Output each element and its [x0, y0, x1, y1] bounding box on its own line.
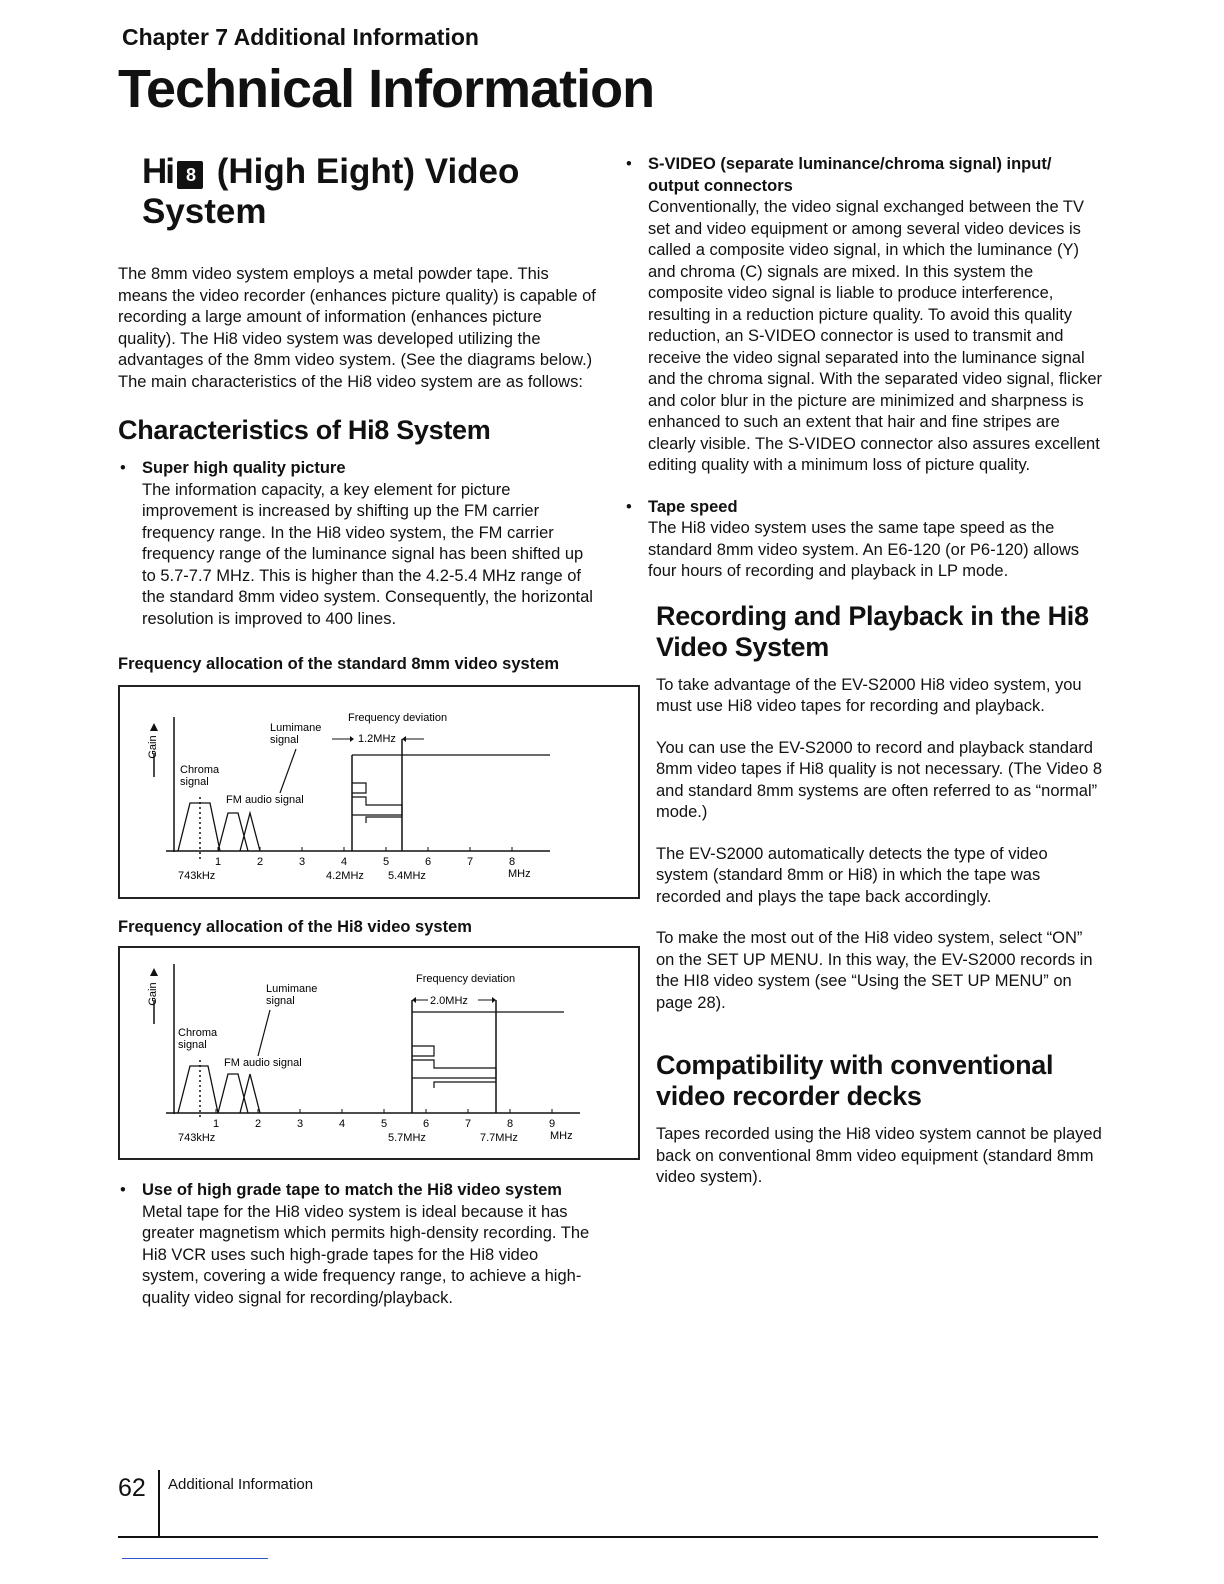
tick-label: 9 [548, 1118, 556, 1130]
chroma-label-2: signal [180, 776, 209, 788]
luminance-label-2: signal [266, 995, 295, 1007]
tick-label: 2 [254, 1118, 262, 1130]
unit-label: MHz [508, 868, 531, 880]
marker-a-label: 5.7MHz [388, 1132, 426, 1144]
bullet-title: Use of high grade tape to match the Hi8 video system [142, 1181, 562, 1199]
tick-label: 5 [382, 856, 390, 868]
marker-a-label: 4.2MHz [326, 870, 364, 882]
luminance-pointer [280, 749, 296, 793]
tick-label: 3 [298, 856, 306, 868]
section-title [142, 152, 598, 232]
tick-label: 4 [338, 1118, 346, 1130]
chroma-signal-shape [178, 803, 220, 851]
bullet-title: Super high quality picture [142, 459, 346, 477]
figure-caption-standard: Frequency allocation of the standard 8mm video system [118, 655, 560, 673]
figure-caption-hi8: Frequency allocation of the Hi8 video system [118, 918, 472, 936]
luminance-label: Lumimane [270, 722, 322, 734]
luminance-label: Lumimane [266, 983, 318, 995]
chroma-signal-shape [178, 1066, 218, 1113]
tick-label: 8 [506, 1118, 514, 1130]
step-shape-3 [434, 1082, 496, 1088]
luminance-label-2: signal [270, 734, 299, 746]
tick-label: 6 [422, 1118, 430, 1130]
page-number: 62 [118, 1474, 146, 1502]
figure-standard-8mm [118, 685, 640, 899]
step-shape-3 [366, 817, 402, 823]
bullet-tape-speed [624, 497, 1104, 583]
bullet-s-video [624, 154, 1104, 477]
bullet-text: The information capacity, a key element for picture improvement is increased by shifting up the FM carrier frequency range. In the Hi8 video system, the FM carrier frequency range of the luminance signal has been shifted up to 5.7-7.7 MHz. This is higher than the 4.2-5.4 MHz range of the standard 8mm video system. Consequently, the horizontal resolution is improved to 400 lines. [142, 480, 593, 628]
bullet-title: S-VIDEO (separate luminance/chroma signal) input/ output connectors [648, 155, 1052, 195]
bullet-high-grade-tape [118, 1180, 598, 1309]
fm-audio-label: FM audio signal [224, 1057, 302, 1069]
luminance-pointer [258, 1010, 270, 1056]
y-axis-label: Gain [147, 735, 159, 759]
blue-underline [122, 1558, 268, 1559]
fm-audio-shape [218, 813, 248, 851]
diagram-standard-8mm [120, 687, 638, 897]
bullet-super-high-quality [118, 458, 598, 630]
intro-paragraph: The 8mm video system employs a metal powder tape. This means the video recorder (enhances picture quality) is capable of recording a large amount of information (enhances picture quality). The Hi8 video system was developed utilizing the advantages of the 8mm video system. (See the diagrams below.) The main characteristics of the Hi8 video system are as follows: [118, 265, 596, 391]
marker-743khz: 743kHz [178, 870, 216, 882]
bullet-dot: • [120, 1181, 126, 1199]
diagram-hi8 [120, 948, 638, 1158]
footer-rule [118, 1536, 1098, 1538]
right-column [624, 152, 1104, 1189]
dev-arrow-left-head [350, 736, 354, 742]
bullet-text: Conventionally, the video signal exchanged between the TV set and video equipment or among several video devices is called a composite video signal, in which the luminance (Y) and chroma (C) signals are mixed. In this system the composite video signal is liable to produce interference, resulting in a reduction picture quality. To avoid this quality reduction, an S-VIDEO connector is used to transmit and receive the video signal separated into the luminance signal and the chroma signal. With the separated video signal, flicker and color blur in the picture are minimized and sharpness is enhanced to such an extent that hair and fine stripes are clearly visible. The S-VIDEO connector also assures excellent editing quality with a minimum loss of picture quality. [648, 198, 1102, 474]
fm-audio-label: FM audio signal [226, 794, 304, 806]
hi8-logo-text: Hi [142, 152, 173, 191]
gain-arrow-head [150, 723, 158, 731]
bullet-dot: • [120, 459, 126, 477]
chroma-label: Chroma [180, 764, 220, 776]
tick-label: 7 [466, 856, 474, 868]
marker-743khz: 743kHz [178, 1132, 216, 1144]
bullet-text: Metal tape for the Hi8 video system is ideal because it has greater magnetism which permits high-density recording. The Hi8 VCR uses such high-grade tapes for the Hi8 video system, covering a wide frequency range, to achieve a high-quality video signal for recording/playback. [142, 1202, 590, 1307]
marker-b-label: 7.7MHz [480, 1132, 518, 1144]
compatibility-paragraph: Tapes recorded using the Hi8 video system cannot be played back on conventional 8mm video equipment (standard 8mm video system). [656, 1125, 1102, 1186]
tick-label: 4 [340, 856, 348, 868]
chapter-label: Chapter 7 Additional Information [122, 24, 479, 50]
step-shape [352, 783, 366, 793]
fm-audio-shape [218, 1074, 248, 1113]
footer-section: Additional Information [168, 1476, 314, 1493]
chroma-label-2: signal [178, 1039, 207, 1051]
tick-label: 1 [212, 1118, 220, 1130]
section-title-line2: System [142, 192, 267, 231]
figure-hi8 [118, 946, 640, 1160]
deviation-value: 1.2MHz [358, 733, 396, 745]
step-shape [412, 1046, 434, 1056]
tick-label: 7 [464, 1118, 472, 1130]
characteristics-heading: Characteristics of Hi8 System [118, 415, 491, 445]
tick-label: 1 [214, 856, 222, 868]
bullet-text: The Hi8 video system uses the same tape speed as the standard 8mm video system. An E6-120 (or P6-120) allows four hours of recording and playback in LP mode. [648, 519, 1080, 580]
page-title: Technical Information [118, 59, 655, 119]
tick-label: 6 [424, 856, 432, 868]
section-title-line1: (High Eight) Video [216, 152, 520, 191]
recording-heading: Recording and Playback in the Hi8 Video System [656, 600, 1089, 662]
recording-paragraph-1: To take advantage of the EV-S2000 Hi8 video system, you must use Hi8 video tapes for recording and playback. [656, 675, 1082, 715]
left-column [118, 152, 598, 1309]
bullet-title: Tape speed [648, 497, 738, 516]
footer-divider [158, 1470, 160, 1538]
unit-label: MHz [550, 1130, 573, 1142]
marker-b-label: 5.4MHz [388, 870, 426, 882]
bullet-dot: • [626, 497, 632, 516]
deviation-value: 2.0MHz [430, 995, 468, 1007]
deviation-label: Frequency deviation [348, 712, 448, 724]
recording-paragraph-2: You can use the EV-S2000 to record and playback standard 8mm video tapes if Hi8 quality is not necessary. (The Video 8 and standard 8mm systems are often referred to as “normal” mode.) [656, 738, 1103, 821]
recording-paragraph-3: The EV-S2000 automatically detects the type of video system (standard 8mm or Hi8) in which the tape was recorded and plays the tape back accordingly. [656, 844, 1048, 906]
gain-arrow-head [150, 968, 158, 976]
step-shape-2 [352, 797, 402, 815]
tick-label: 3 [296, 1118, 304, 1130]
deviation-label: Frequency deviation [416, 973, 516, 985]
chroma-label: Chroma [178, 1027, 218, 1039]
recording-paragraph-4: To make the most out of the Hi8 video system, select “ON” on the SET UP MENU. In this way, the EV-S2000 records in the HI8 video system (see “Using the SET UP MENU” on page 28). [656, 929, 1093, 1012]
tick-label: 2 [256, 856, 264, 868]
tick-label: 5 [380, 1118, 388, 1130]
step-shape-2 [412, 1060, 496, 1078]
hi8-logo [142, 152, 207, 192]
hi8-logo-box: 8 [177, 161, 203, 189]
bullet-dot: • [626, 155, 632, 173]
tick-label: 8 [508, 856, 516, 868]
y-axis-label: Gain [147, 982, 159, 1006]
compatibility-heading: Compatibility with conventional video recorder decks [656, 1050, 1054, 1111]
